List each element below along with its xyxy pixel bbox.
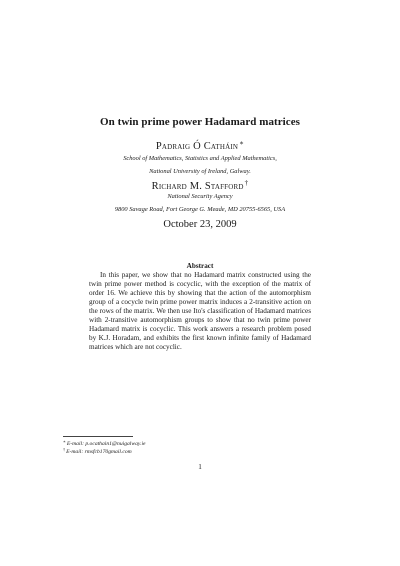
footnote-1-text: E-mail: p.ocathain1@nuigalway.ie (66, 441, 146, 447)
footnote-2-mark: † (63, 447, 66, 452)
abstract-body: In this paper, we show that no Hadamard matrix constructed using the twin prime power method is cocyclic, with the exception of the matrix of order 16. We achieve this by showing that the action of the automorphism group of a cocycle twin prime power matrix induces a 2-transitive action on the rows of the matrix. We then use Ito's classification of Hadamard matrices with 2-transitive automorphism groups to show that no twin prime power Hadamard matrix is cocyclic. This work answers a research problem posed by K.J. Horadam, and exhibits the first known infinite family of Hadamard matrices which are not cocyclic. (89, 271, 311, 352)
footnote-1 (63, 439, 146, 447)
author-1-footnote-mark: ∗ (239, 139, 245, 147)
author-name-2 (0, 179, 400, 192)
footnote-rule (63, 436, 133, 437)
author-2-name: Richard M. Stafford (151, 181, 244, 192)
author-1-name: Padraig Ó Catháin (155, 141, 239, 152)
author-2-footnote-mark: † (244, 179, 249, 187)
author-1-affiliation-line-1: School of Mathematics, Statistics and Applied Mathematics, (123, 155, 277, 162)
abstract-heading: Abstract (186, 262, 214, 270)
author-1-affiliation-line-2: National University of Ireland, Galway. (149, 168, 251, 175)
paper-date: October 23, 2009 (163, 219, 237, 230)
footnote-1-mark: ∗ (63, 439, 66, 444)
author-name-1 (0, 139, 400, 152)
footnote-2 (63, 447, 132, 455)
paper-title: On twin prime power Hadamard matrices (100, 116, 300, 128)
author-2-affiliation-line-2: 9800 Savage Road, Fort George G. Meade, MD 20755-6565, USA (114, 206, 286, 213)
footnote-2-text: E-mail: rmsfcb170gmail.com (66, 449, 132, 455)
page-number: 1 (198, 463, 202, 471)
author-2-affiliation-line-1: National Security Agency (167, 193, 233, 200)
